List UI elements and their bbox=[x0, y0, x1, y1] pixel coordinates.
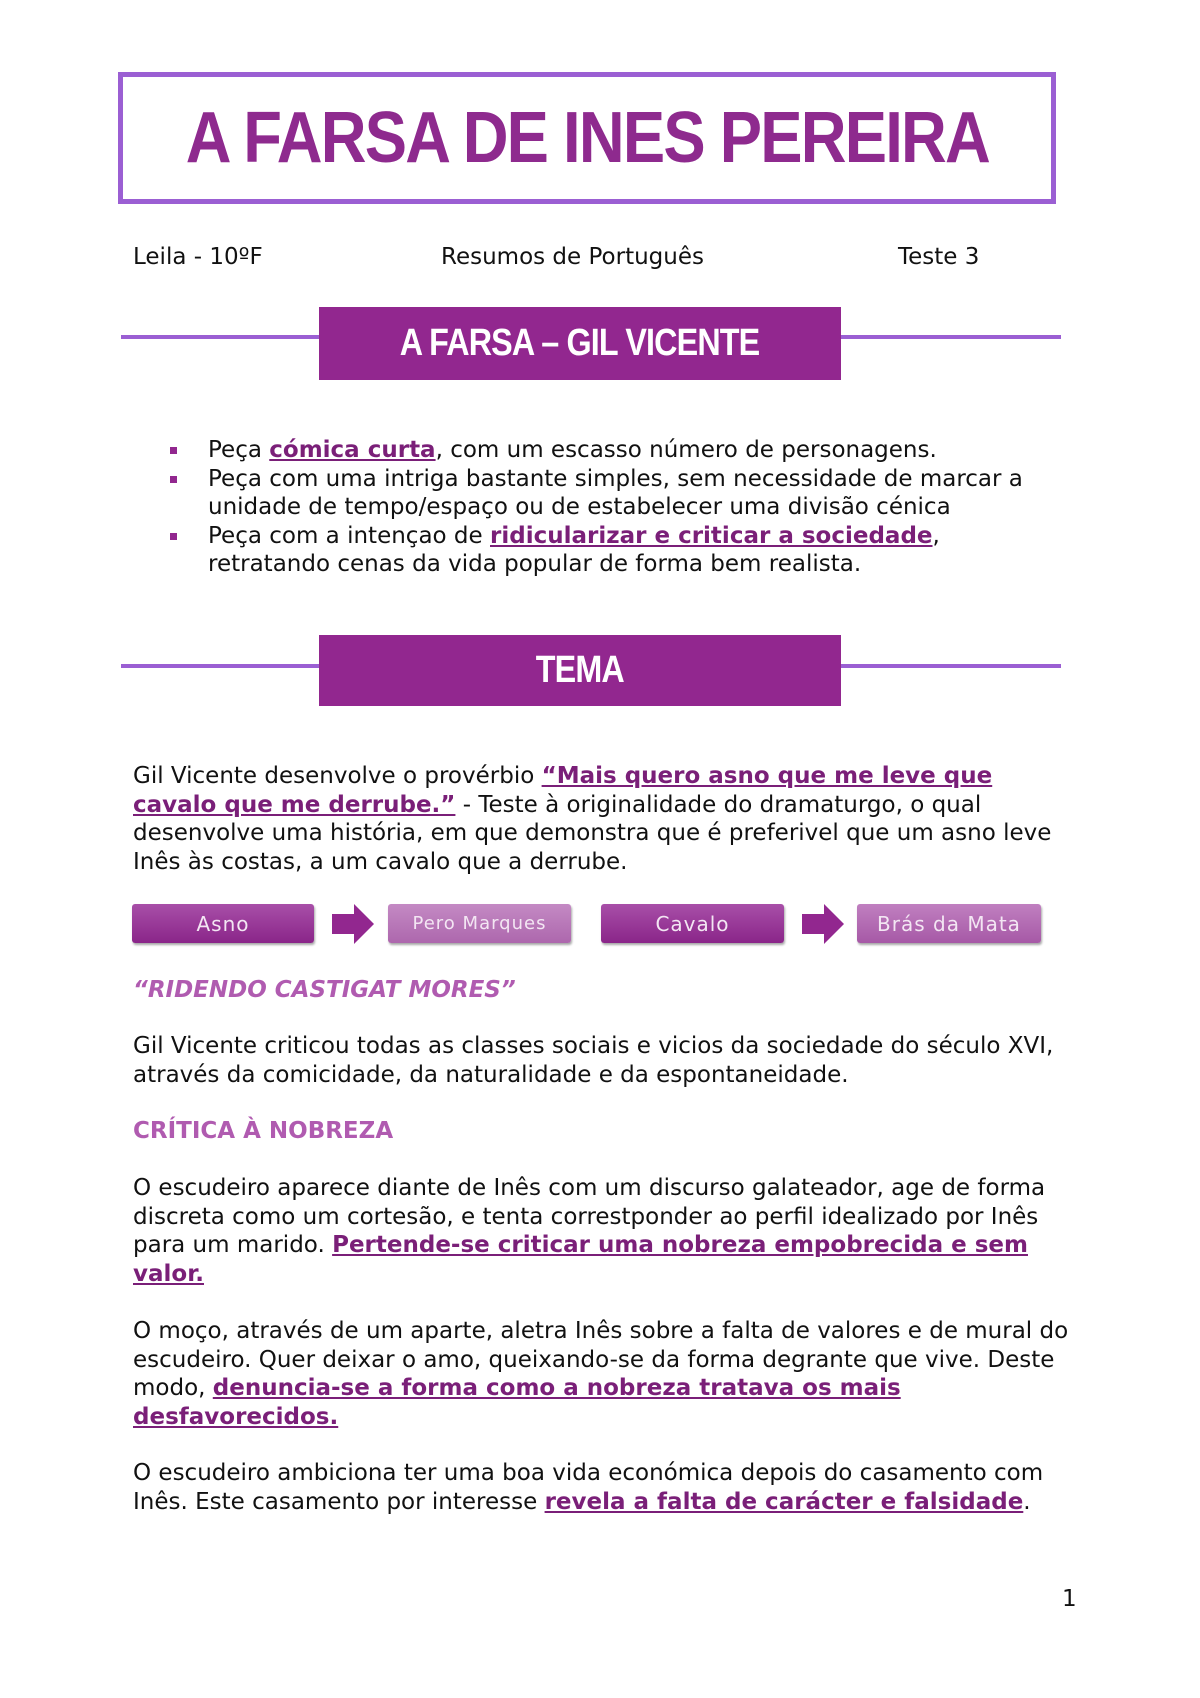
test-label: Teste 3 bbox=[898, 244, 980, 270]
highlight-text: revela a falta de carácter e falsidade bbox=[544, 1488, 1024, 1515]
flow-box-asno: Asno bbox=[132, 904, 314, 943]
arrow-right-icon bbox=[332, 904, 374, 944]
bullet-item: Peça com uma intriga bastante simples, sem necessidade de marcar a unidade de tempo/espaço ou de estabelecer uma divisão cénica bbox=[168, 465, 1068, 522]
banner-title: A FARSA – GIL VICENTE bbox=[400, 322, 760, 364]
nobreza-paragraph-2: O moço, através de um aparte, aletra Inês sobre a falta de valores e de mural do escudeiro. Quer deixar o amo, queixando-se da forma degrante que vive. Deste modo, denuncia-se a forma como a nobreza tratava os mais desfavorecidos. bbox=[133, 1318, 1069, 1430]
bullet-item: Peça com a intençao de ridicularizar e criticar a sociedade, retratando cenas da vida popular de forma bem realista. bbox=[168, 522, 1068, 579]
flow-box-bras-da-mata: Brás da Mata bbox=[857, 904, 1041, 943]
ridendo-heading: “RIDENDO CASTIGAT MORES” bbox=[133, 977, 516, 1003]
section-banner-tema bbox=[319, 635, 841, 706]
nobreza-heading: CRÍTICA À NOBREZA bbox=[133, 1118, 394, 1144]
nobreza-paragraph-3: O escudeiro ambiciona ter uma boa vida económica depois do casamento com Inês. Este casamento por interesse revela a falta de carácter e falsidade. bbox=[133, 1460, 1044, 1515]
flow-box-pero-marques: Pero Marques bbox=[388, 904, 571, 943]
author-label: Leila - 10ºF bbox=[133, 244, 263, 270]
proverb-highlight: “Mais quero asno que me leve que cavalo que me derrube.” bbox=[133, 763, 993, 818]
section-banner-farsa bbox=[319, 307, 841, 380]
critica-paragraph: Gil Vicente criticou todas as classes sociais e vicios da sociedade do século XVI, através da comicidade, da naturalidade e da espontaneidade. bbox=[133, 1033, 1054, 1088]
highlight-text: ridicularizar e criticar a sociedade bbox=[490, 522, 933, 549]
document-title: A FARSA DE INES PEREIRA bbox=[185, 98, 989, 178]
page-number: 1 bbox=[1062, 1586, 1077, 1612]
arrow-right-icon bbox=[802, 904, 844, 944]
flow-box-cavalo: Cavalo bbox=[601, 904, 784, 943]
nobreza-paragraph-1: O escudeiro aparece diante de Inês com um discurso galateador, age de forma discreta como um cortesão, e tenta correstponder ao perfil idealizado por Inês para um marido. Pertende-se criticar uma nobreza empobrecida e sem valor. bbox=[133, 1175, 1046, 1287]
subject-label: Resumos de Português bbox=[441, 244, 704, 270]
bullet-item: Peça cómica curta, com um escasso número de personagens. bbox=[168, 436, 1068, 465]
tema-paragraph: Gil Vicente desenvolve o provérbio “Mais quero asno que me leve que cavalo que me derrube.” - Teste à originalidade do dramaturgo, o qual desenvolve uma história, em que demonstra que é preferivel que um asno leve Inês às costas, a um cavalo que a derrube. bbox=[133, 763, 1052, 875]
title-box bbox=[118, 72, 1056, 204]
highlight-text: Pertende-se criticar uma nobreza empobrecida e sem valor. bbox=[133, 1232, 1028, 1287]
highlight-text: denuncia-se a forma como a nobreza tratava os mais desfavorecidos. bbox=[133, 1375, 901, 1430]
highlight-text: cómica curta bbox=[269, 437, 436, 463]
banner-title: TEMA bbox=[535, 649, 625, 691]
bullet-list bbox=[168, 436, 1068, 579]
